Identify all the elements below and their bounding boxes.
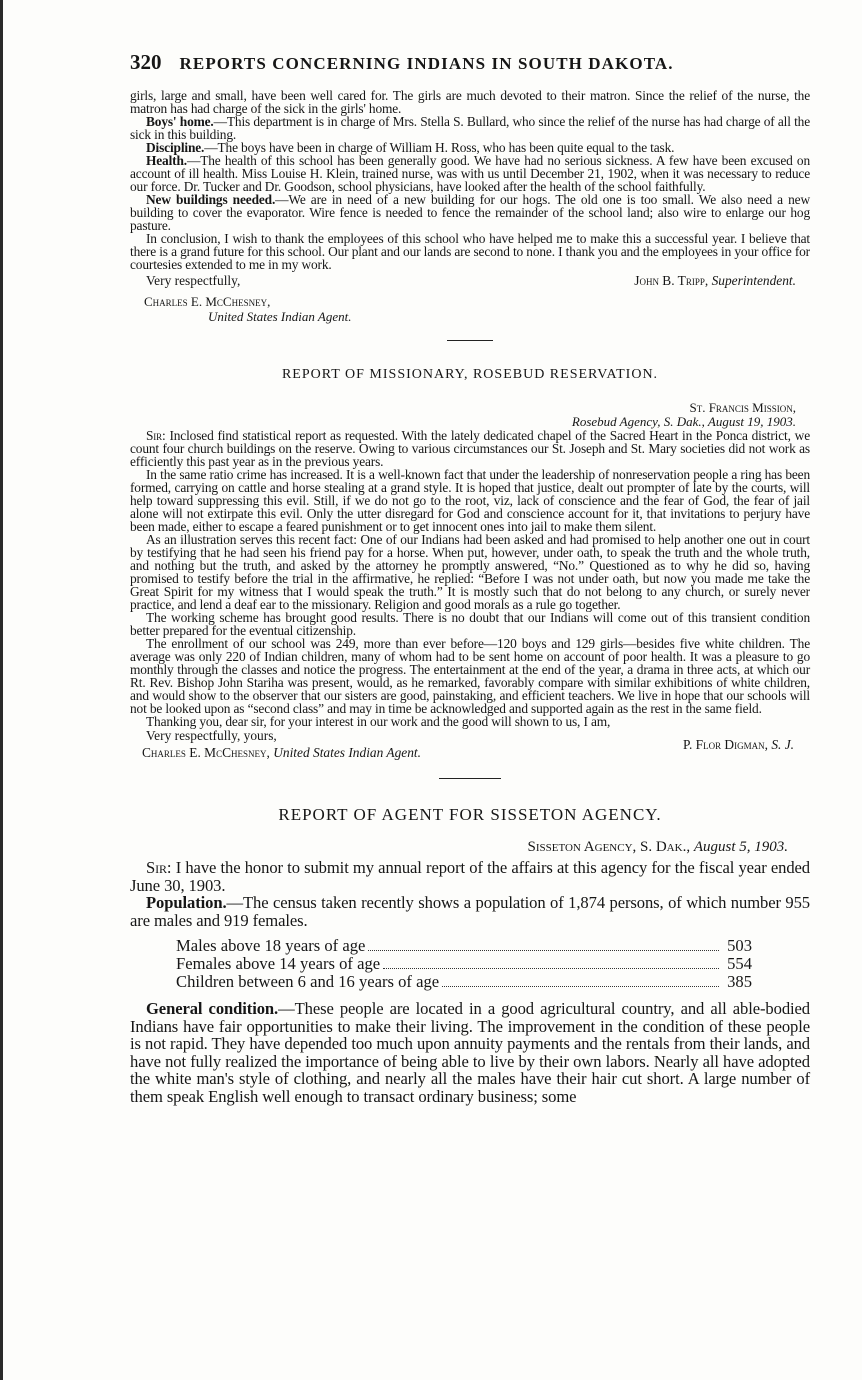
document-page	[130, 50, 810, 1105]
paragraph-3: As an illustration serves this recent fact: One of our Indians had been asked and had promised to help another one out in court by testifying that he had seen his friend pay for a horse. When put, however, under oath, to speak the truth and the whole truth, and nothing but the truth, and asked by the attorney he promptly answered, “No.” Questioned as to why he did so, having promised to testify before the trial in the affirmative, he replied: “Before I was not under oath, but now you made me take the Great Spirit for my witness that I would speak the truth.” It is mostly such that do not belong to any church, or surely never practice, and lend a deaf ear to the missionary. Religion and good morals as a rule go together.	[130, 532, 810, 612]
school-signature-row	[130, 273, 810, 288]
sisseton-report-title: REPORT OF AGENT FOR SISSETON AGENCY.	[278, 805, 662, 824]
sisseton-dateline: Sisseton Agency, S. Dak., August 5, 1903.	[527, 839, 788, 855]
page-number: 320	[130, 50, 162, 74]
paragraph-5: The enrollment of our school was 249, more than ever before—120 boys and 129 girls—besides five white children. The average was only 220 of Indian children, many of whom had to be sent home on account of poor health. It was a pleasure to go monthly through the classes and notice the progress. The entertainment at the end of the year, a drama in three acts, at which our Rt. Rev. Bishop John Stariha was present, would, as he remarked, favorably compare with similar exhibitions of white children, and would show to the observer that our sisters are good, painstaking, and efficient teachers. We live in hope that our schools will not be looked upon as “second class” and may in time be acknowledged and supported again as the rest in the same field.	[130, 636, 810, 716]
missionary-report-title: REPORT OF MISSIONARY, ROSEBUD RESERVATION.	[281, 367, 659, 382]
closing: Very respectfully,	[146, 273, 241, 288]
buildings-heading: New buildings needed.	[146, 192, 276, 207]
sisseton-report-body	[130, 859, 810, 929]
section-divider	[447, 340, 493, 341]
running-head: REPORTS CONCERNING INDIANS IN SOUTH DAKOTA.	[179, 54, 674, 73]
sisseton-general-condition	[130, 1000, 810, 1105]
signature: John B. Tripp, Superintendent.	[634, 273, 796, 288]
missionary-closing: Very respectfully, yours,	[146, 728, 277, 743]
paragraph-population: Population.—The census taken recently shows a population of 1,874 persons, of which number 955 are males and 919 females.	[130, 893, 810, 930]
population-table	[176, 937, 752, 991]
missionary-report-body	[130, 429, 810, 728]
signature: P. Flor Digman, S. J.	[682, 737, 794, 752]
boys-home-heading: Boys' home.	[146, 114, 214, 129]
table-row: Children between 6 and 16 years of age 385	[176, 972, 752, 991]
page-edge	[0, 0, 3, 1380]
paragraph-boys-home: Boys' home.—This department is in charge of Mrs. Stella S. Bullard, who since the relief of the nurse has had charge of all the sick in this building.	[130, 114, 810, 142]
paragraph-health: Health.—The health of this school has been generally good. We have had no serious sickness. A few have been excused on account of ill health. Miss Louise H. Klein, trained nurse, was with us until December 21, 1902, when it was necessary to reduce our force. Dr. Tucker and Dr. Goodson, school physicians, have looked after the health of the school faithfully.	[130, 153, 810, 194]
discipline-heading: Discipline.	[146, 140, 205, 155]
salutation: Sir:	[146, 428, 166, 443]
paragraph-girls: girls, large and small, have been well cared for. The girls are much devoted to their matron. Since the relief of the nurse, the matron has had charge of the sick in the girls' home.	[130, 88, 810, 116]
agent-title: United States Indian Agent.	[208, 309, 352, 324]
paragraph-general: General condition.—These people are located in a good agricultural country, and all able-bodied Indians have fair opportunities to make their living. The improvement in the condition of these people is not rapid. They have depended too much upon annuity payments and the rentals from their lands, and have not fully realized the importance of being able to live by their own labors. Nearly all have adopted the white man's style of clothing, and nearly all the males have their hair cut short. A large number of them speak English well enough to transact ordinary business; some	[130, 999, 810, 1106]
agent-line: Charles E. McChesney, United States Indian Agent.	[142, 745, 421, 760]
paragraph-2: In the same ratio crime has increased. It is a well-known fact that under the leadership of nonreservation people a ring has been formed, carrying on cattle and horse stealing at a grand style. It is hoped that justice, dealt out prompter of late by the courts, will help toward suppressing this evil. Still, if we do not go to the root, viz, lack of conscience and the fear of God, the fear of jail alone will not extirpate this evil. Only the utter disregard for God and conscience account for it, that invitations to perjury have been made, either to escape a feared punishment or to get innocent ones into jail to make them silent.	[130, 467, 810, 534]
missionary-dateline: St. Francis Mission, Rosebud Agency, S. Dak., August 19, 1903.	[571, 400, 796, 429]
agent-block	[144, 294, 810, 324]
school-report-section	[130, 89, 810, 271]
paragraph-buildings: New buildings needed.—We are in need of a new building for our hogs. The old one is too small. We also need a new building to cover the evaporator. Wire fence is needed to fence the remainder of the school land; also wire to enlarge our hog pasture.	[130, 192, 810, 233]
page-header	[130, 50, 810, 75]
section-divider	[439, 778, 501, 779]
paragraph-6: Thanking you, dear sir, for your interest in our work and the good will shown to us, I am,	[146, 714, 611, 729]
general-heading: General condition.	[146, 999, 279, 1018]
agent-name: Charles E. McChesney,	[144, 294, 271, 309]
table-row: Males above 18 years of age 503	[176, 936, 752, 955]
paragraph-intro: Sir: I have the honor to submit my annual report of the affairs at this agency for the fiscal year ended June 30, 1903.	[130, 858, 810, 895]
population-heading: Population.	[146, 893, 227, 912]
table-row: Females above 14 years of age 554	[176, 954, 752, 973]
health-heading: Health.	[146, 153, 187, 168]
salutation: Sir:	[146, 858, 172, 877]
missionary-signature-row	[130, 737, 810, 760]
paragraph-4: The working scheme has brought good results. There is no doubt that our Indians will come out of this transient condition better prepared for the eventual citizenship.	[130, 610, 810, 638]
paragraph-1: Sir: Inclosed find statistical report as requested. With the lately dedicated chapel of the Sacred Heart in the Ponca district, we count four church buildings on the reserve. Owing to various circumstances our St. Joseph and St. Mary societies did not work as efficiently this past year as in the previous years.	[130, 428, 810, 469]
paragraph-conclusion: In conclusion, I wish to thank the employees of this school who have helped me to make this a successful year. I believe that there is a grand future for this school. Our plant and our lands are second to none. I thank you and the employees in your office for courtesies extended to me in my work.	[130, 231, 810, 272]
paragraph-discipline: Discipline.—The boys have been in charge of William H. Ross, who has been quite equal to the task.	[146, 140, 675, 155]
